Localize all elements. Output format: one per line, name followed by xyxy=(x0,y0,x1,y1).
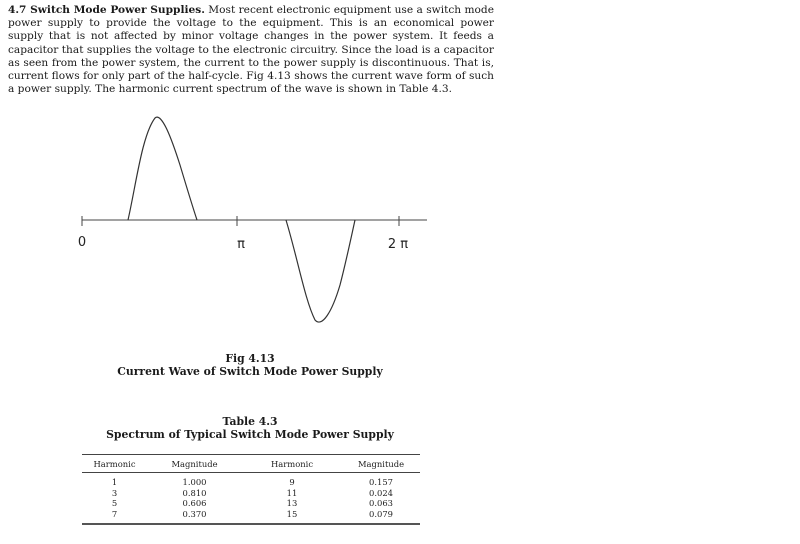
figure-caption xyxy=(100,352,400,378)
table-cell: 0.024 xyxy=(369,487,393,498)
table-caption xyxy=(100,415,400,441)
section-heading: 4.7 Switch Mode Power Supplies. xyxy=(8,4,205,16)
table-cell: 9 xyxy=(289,477,295,488)
table-row xyxy=(82,498,420,509)
table-header-row xyxy=(82,455,420,473)
table-label: Table 4.3 xyxy=(222,415,278,428)
harmonic-spectrum-table xyxy=(82,454,420,525)
section-text xyxy=(8,4,494,96)
table-cell: 1.000 xyxy=(182,477,207,488)
table-row xyxy=(82,488,420,499)
table-cell: 5 xyxy=(111,498,118,509)
figure-title: Current Wave of Switch Mode Power Supply xyxy=(117,365,383,378)
table-cell: 0.157 xyxy=(369,477,393,488)
table-cell: 7 xyxy=(111,509,118,520)
table-row xyxy=(82,509,420,525)
table-cell: 0.810 xyxy=(182,487,207,498)
figure-label: Fig 4.13 xyxy=(225,352,275,365)
table-cell: 0.370 xyxy=(182,509,207,520)
table-cell: 13 xyxy=(286,498,298,509)
table-cell: 11 xyxy=(286,487,298,498)
table-cell: 15 xyxy=(286,509,298,520)
axis-label-two-pi: 2 π xyxy=(387,237,409,252)
table-cell: 0.606 xyxy=(182,498,207,509)
table-cell: 0.063 xyxy=(369,498,393,509)
table-cell: 3 xyxy=(111,487,118,498)
table-cell: 0.079 xyxy=(369,509,393,520)
section-body: Most recent electronic equipment use a switch mode power supply to provide the voltage to the equipment. This is an economical power supply that is not affected by minor voltage changes in the power system. It feeds a capacitor that supplies the voltage to the electronic circuitry. Since the load is a capacitor as seen from the power system, the current to the power supply is discontinuous. That is, current flows for only part of the half-cycle. Fig 4.13 shows the current wave form of such a power supply. The harmonic current spectrum of the wave is shown in Table 4.3. xyxy=(8,4,494,96)
table-title: Spectrum of Typical Switch Mode Power Supply xyxy=(106,428,394,441)
negative-current-pulse xyxy=(286,220,355,322)
axis-label-pi: π xyxy=(237,237,245,252)
header-harmonic-2: Harmonic xyxy=(242,455,342,473)
header-magnitude-1: Magnitude xyxy=(147,455,242,473)
header-harmonic-1: Harmonic xyxy=(82,455,147,473)
table-row xyxy=(82,473,420,488)
header-magnitude-2: Magnitude xyxy=(342,455,420,473)
axis-label-zero: 0 xyxy=(77,235,87,250)
table-cell: 1 xyxy=(111,477,118,488)
positive-current-pulse xyxy=(128,117,197,220)
